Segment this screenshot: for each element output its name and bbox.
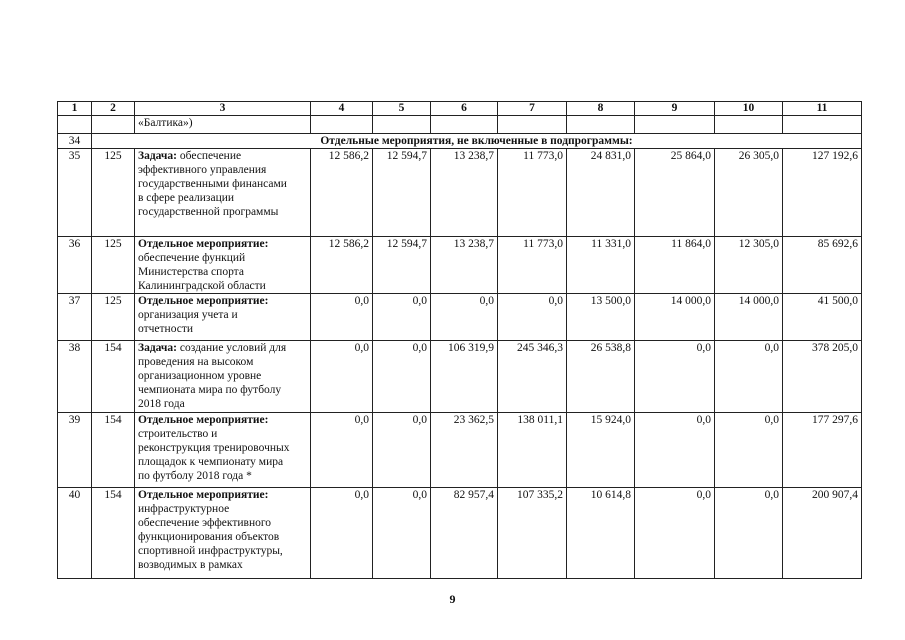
- row-description-line: Калининградской области: [138, 280, 266, 292]
- amount-cell: 0,0: [311, 341, 373, 413]
- row-description-line: площадок к чемпионату мира: [138, 456, 284, 468]
- row-description-line: организация учета и: [138, 309, 238, 321]
- row-number: 38: [58, 341, 92, 413]
- amount-cell: 0,0: [715, 488, 783, 579]
- row-label: Отдельное мероприятие:: [138, 489, 269, 501]
- table-row: [58, 341, 862, 413]
- row-description: [135, 341, 311, 413]
- section-row: [58, 134, 862, 149]
- column-header: 2: [92, 102, 135, 116]
- column-header: 1: [58, 102, 92, 116]
- amount-cell: 12 594,7: [373, 149, 431, 237]
- row-description-line: Министерства спорта: [138, 266, 244, 278]
- row-description: [135, 237, 311, 294]
- amount-cell: 245 346,3: [498, 341, 567, 413]
- amount-cell: 0,0: [635, 488, 715, 579]
- column-header: 9: [635, 102, 715, 116]
- row-description-line: эффективного управления: [138, 164, 267, 176]
- amount-cell: 14 000,0: [635, 294, 715, 341]
- row-description-line: возводимых в рамках: [138, 559, 243, 571]
- row-description-line: организационном уровне: [138, 370, 262, 382]
- amount-cell: 0,0: [373, 413, 431, 488]
- table-row: [58, 294, 862, 341]
- row-description-line: государственными финансами: [138, 178, 287, 190]
- row-number: 39: [58, 413, 92, 488]
- row-number: 40: [58, 488, 92, 579]
- amount-cell: 0,0: [635, 413, 715, 488]
- amount-cell: 11 864,0: [635, 237, 715, 294]
- row-description-line: в сфере реализации: [138, 192, 235, 204]
- amount-cell: 85 692,6: [783, 237, 862, 294]
- row-description: [135, 149, 311, 237]
- row-description-line: реконструкция тренировочных: [138, 442, 290, 454]
- section-title: Отдельные мероприятия, не включенные в подпрограммы:: [92, 134, 862, 149]
- row-number: 35: [58, 149, 92, 237]
- amount-cell: 0,0: [715, 341, 783, 413]
- column-header: 5: [373, 102, 431, 116]
- amount-cell: 12 586,2: [311, 237, 373, 294]
- row-description-line: государственной программы: [138, 206, 279, 218]
- amount-cell: 378 205,0: [783, 341, 862, 413]
- row-label: Отдельное мероприятие:: [138, 238, 269, 250]
- budget-table: [57, 101, 862, 579]
- amount-cell: 0,0: [311, 294, 373, 341]
- row-description-line: чемпионата мира по футболу: [138, 384, 282, 396]
- row-description-line: строительство и: [138, 428, 218, 440]
- amount-cell: 26 538,8: [567, 341, 635, 413]
- column-header: 3: [135, 102, 311, 116]
- row-description-line: отчетности: [138, 323, 194, 335]
- table-row: [58, 413, 862, 488]
- row-description: [135, 294, 311, 341]
- table-row: [58, 237, 862, 294]
- amount-cell: 0,0: [373, 488, 431, 579]
- amount-cell: 13 238,7: [431, 237, 498, 294]
- row-description-line: обеспечение: [179, 150, 242, 162]
- amount-cell: 15 924,0: [567, 413, 635, 488]
- amount-cell: 12 305,0: [715, 237, 783, 294]
- amount-cell: 10 614,8: [567, 488, 635, 579]
- amount-cell: 0,0: [498, 294, 567, 341]
- row-description-line: обеспечение функций: [138, 252, 246, 264]
- row-label: Отдельное мероприятие:: [138, 295, 269, 307]
- amount-cell: 23 362,5: [431, 413, 498, 488]
- row-description-line: функционирования объектов: [138, 531, 280, 543]
- row-label: Задача:: [138, 342, 177, 354]
- budget-code: 125: [92, 149, 135, 237]
- amount-cell: 25 864,0: [635, 149, 715, 237]
- row-label: Задача:: [138, 150, 177, 162]
- row-number: 34: [58, 134, 92, 149]
- table-row: [58, 149, 862, 237]
- amount-cell: 13 500,0: [567, 294, 635, 341]
- amount-cell: 41 500,0: [783, 294, 862, 341]
- amount-cell: 82 957,4: [431, 488, 498, 579]
- amount-cell: 14 000,0: [715, 294, 783, 341]
- amount-cell: 0,0: [373, 341, 431, 413]
- column-header: 4: [311, 102, 373, 116]
- column-header: 11: [783, 102, 862, 116]
- row-description-line: обеспечение эффективного: [138, 517, 272, 529]
- amount-cell: 12 594,7: [373, 237, 431, 294]
- row-description-line: инфраструктурное: [138, 503, 230, 515]
- amount-cell: 0,0: [311, 488, 373, 579]
- budget-code: 154: [92, 488, 135, 579]
- row-description-line: 2018 года: [138, 398, 185, 410]
- column-header: 7: [498, 102, 567, 116]
- amount-cell: 12 586,2: [311, 149, 373, 237]
- amount-cell: 200 907,4: [783, 488, 862, 579]
- table-body: [58, 102, 862, 579]
- amount-cell: 127 192,6: [783, 149, 862, 237]
- amount-cell: 0,0: [635, 341, 715, 413]
- continuation-row: [58, 116, 862, 134]
- column-header: 8: [567, 102, 635, 116]
- row-number: 37: [58, 294, 92, 341]
- budget-code: 125: [92, 294, 135, 341]
- amount-cell: 11 773,0: [498, 149, 567, 237]
- amount-cell: 13 238,7: [431, 149, 498, 237]
- amount-cell: 138 011,1: [498, 413, 567, 488]
- row-description-line: по футболу 2018 года *: [138, 470, 252, 482]
- table-row: [58, 488, 862, 579]
- row-description-line: проведения на высоком: [138, 356, 254, 368]
- amount-cell: 26 305,0: [715, 149, 783, 237]
- budget-code: 154: [92, 341, 135, 413]
- budget-code: 125: [92, 237, 135, 294]
- column-header: 10: [715, 102, 783, 116]
- amount-cell: 0,0: [715, 413, 783, 488]
- page-number: 9: [449, 592, 456, 606]
- amount-cell: 11 773,0: [498, 237, 567, 294]
- amount-cell: 0,0: [311, 413, 373, 488]
- row-description: [135, 488, 311, 579]
- amount-cell: 107 335,2: [498, 488, 567, 579]
- amount-cell: 11 331,0: [567, 237, 635, 294]
- row-description-line: создание условий для: [179, 342, 287, 354]
- row-label: Отдельное мероприятие:: [138, 414, 269, 426]
- row-description: [135, 413, 311, 488]
- continuation-text: «Балтика»): [135, 116, 311, 134]
- budget-code: 154: [92, 413, 135, 488]
- column-header: 6: [431, 102, 498, 116]
- amount-cell: 0,0: [373, 294, 431, 341]
- amount-cell: 177 297,6: [783, 413, 862, 488]
- row-number: 36: [58, 237, 92, 294]
- amount-cell: 24 831,0: [567, 149, 635, 237]
- column-number-row: [58, 102, 862, 116]
- amount-cell: 0,0: [431, 294, 498, 341]
- amount-cell: 106 319,9: [431, 341, 498, 413]
- row-description-line: спортивной инфраструктуры,: [138, 545, 283, 557]
